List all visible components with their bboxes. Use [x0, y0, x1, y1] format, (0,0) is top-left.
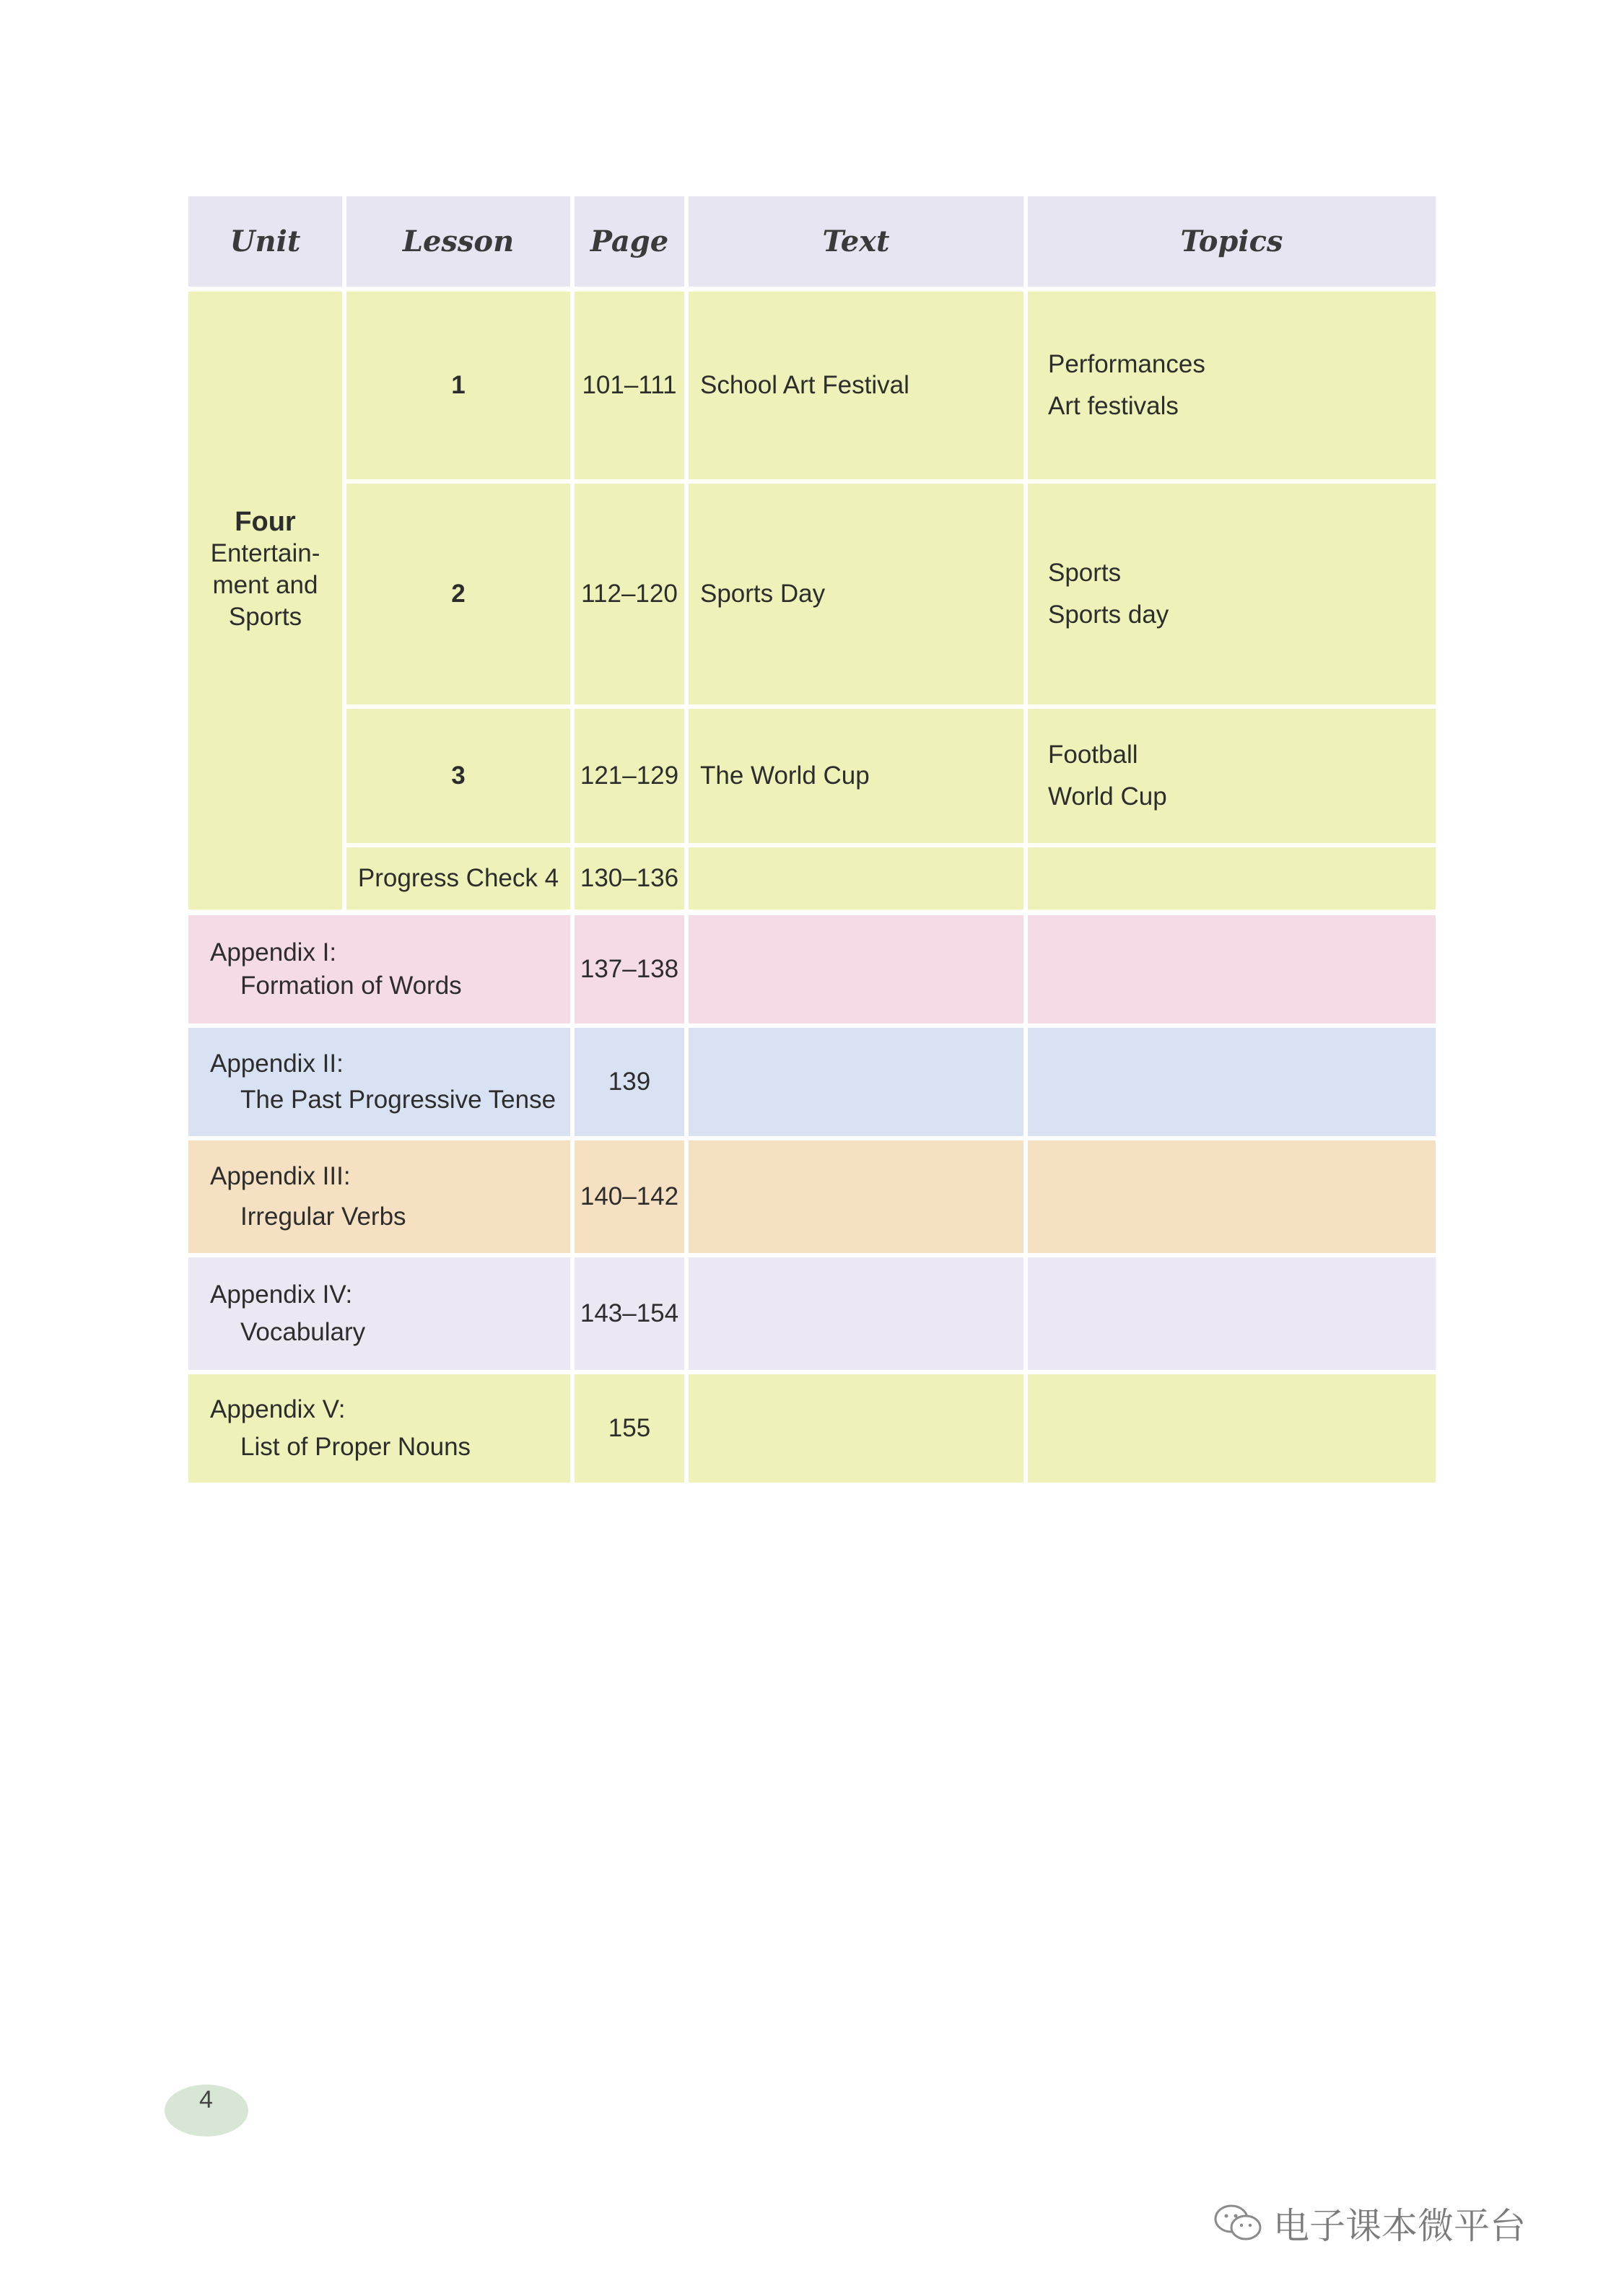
header-topics: Topics — [1028, 196, 1436, 287]
appendix-4-title — [188, 1257, 570, 1370]
appendix-3-topics-cell — [1028, 1140, 1436, 1253]
appendix-2-heading: Appendix II: — [210, 1049, 344, 1078]
appendix-1-text-cell — [689, 915, 1023, 1024]
lesson-2-text — [689, 484, 1023, 704]
appendix-1-topics-cell — [1028, 915, 1436, 1024]
unit-title-line-3: Sports — [228, 603, 302, 631]
progress-text-cell — [689, 847, 1023, 909]
watermark — [1213, 2194, 1588, 2252]
progress-unit-cell — [188, 847, 342, 909]
progress-topics-cell — [1028, 847, 1436, 909]
lesson-3-topic-2: World Cup — [1048, 782, 1167, 811]
unit-title-line-2: ment and — [212, 571, 318, 599]
appendix-2-topics-cell — [1028, 1028, 1436, 1136]
appendix-1-heading: Appendix I: — [210, 938, 337, 966]
appendix-2-text-cell — [689, 1028, 1023, 1136]
progress-check-pages: 130–136 — [575, 847, 684, 909]
lesson-1-text-label: School Art Festival — [700, 371, 909, 399]
appendix-4-subtitle: Vocabulary — [240, 1318, 366, 1346]
lesson-3-pages: 121–129 — [575, 709, 684, 843]
appendix-3-title — [188, 1140, 570, 1253]
appendix-4-pages: 143–154 — [575, 1257, 684, 1370]
appendix-4-topics-cell — [1028, 1257, 1436, 1370]
appendix-5-heading: Appendix V: — [210, 1395, 346, 1423]
appendix-5-topics-cell — [1028, 1374, 1436, 1483]
watermark-text: 电子课本微平台 — [1273, 2205, 1526, 2247]
unit-number: Four — [235, 507, 296, 537]
appendix-1-title — [188, 915, 570, 1024]
unit-title-line-1: Entertain- — [210, 539, 320, 567]
header-text: Text — [689, 196, 1023, 287]
appendix-3-text-cell — [689, 1140, 1023, 1253]
appendix-2-pages: 139 — [575, 1028, 684, 1136]
appendix-3-pages: 140–142 — [575, 1140, 684, 1253]
appendix-3-subtitle: Irregular Verbs — [240, 1203, 406, 1231]
appendix-5-title — [188, 1374, 570, 1483]
lesson-2-topic-1: Sports — [1048, 559, 1122, 587]
lesson-2-number: 2 — [346, 484, 570, 704]
unit-cell — [188, 292, 342, 847]
header-lesson: Lesson — [346, 196, 570, 287]
header-unit: Unit — [188, 196, 342, 287]
appendix-2-subtitle: The Past Progressive Tense — [240, 1086, 556, 1114]
lesson-2-topics — [1028, 484, 1436, 704]
appendix-3-heading: Appendix III: — [210, 1162, 351, 1190]
progress-check-label: Progress Check 4 — [346, 847, 570, 909]
lesson-3-text — [689, 709, 1023, 843]
lesson-2-pages: 112–120 — [575, 484, 684, 704]
page-number-badge — [165, 2085, 248, 2137]
appendix-5-pages: 155 — [575, 1374, 684, 1483]
appendix-4-heading: Appendix IV: — [210, 1280, 353, 1309]
lesson-3-text-label: The World Cup — [700, 761, 870, 790]
page-number: 4 — [199, 2086, 213, 2113]
lesson-3-number: 3 — [346, 709, 570, 843]
lesson-1-topics — [1028, 292, 1436, 479]
appendix-5-subtitle: List of Proper Nouns — [240, 1433, 471, 1461]
lesson-1-topic-1: Performances — [1048, 350, 1205, 378]
lesson-1-pages: 101–111 — [575, 292, 684, 479]
appendix-2-title — [188, 1028, 570, 1136]
lesson-3-topics — [1028, 709, 1436, 843]
appendix-1-subtitle: Formation of Words — [240, 972, 462, 1000]
appendix-1-pages: 137–138 — [575, 915, 684, 1024]
appendix-4-text-cell — [689, 1257, 1023, 1370]
lesson-1-text — [689, 292, 1023, 479]
header-page: Page — [575, 196, 684, 287]
appendix-5-text-cell — [689, 1374, 1023, 1483]
lesson-1-number: 1 — [346, 292, 570, 479]
wechat-icon — [1213, 2203, 1263, 2243]
lesson-2-text-label: Sports Day — [700, 580, 826, 608]
lesson-1-topic-2: Art festivals — [1048, 392, 1179, 420]
lesson-2-topic-2: Sports day — [1048, 601, 1169, 629]
lesson-3-topic-1: Football — [1048, 741, 1138, 769]
